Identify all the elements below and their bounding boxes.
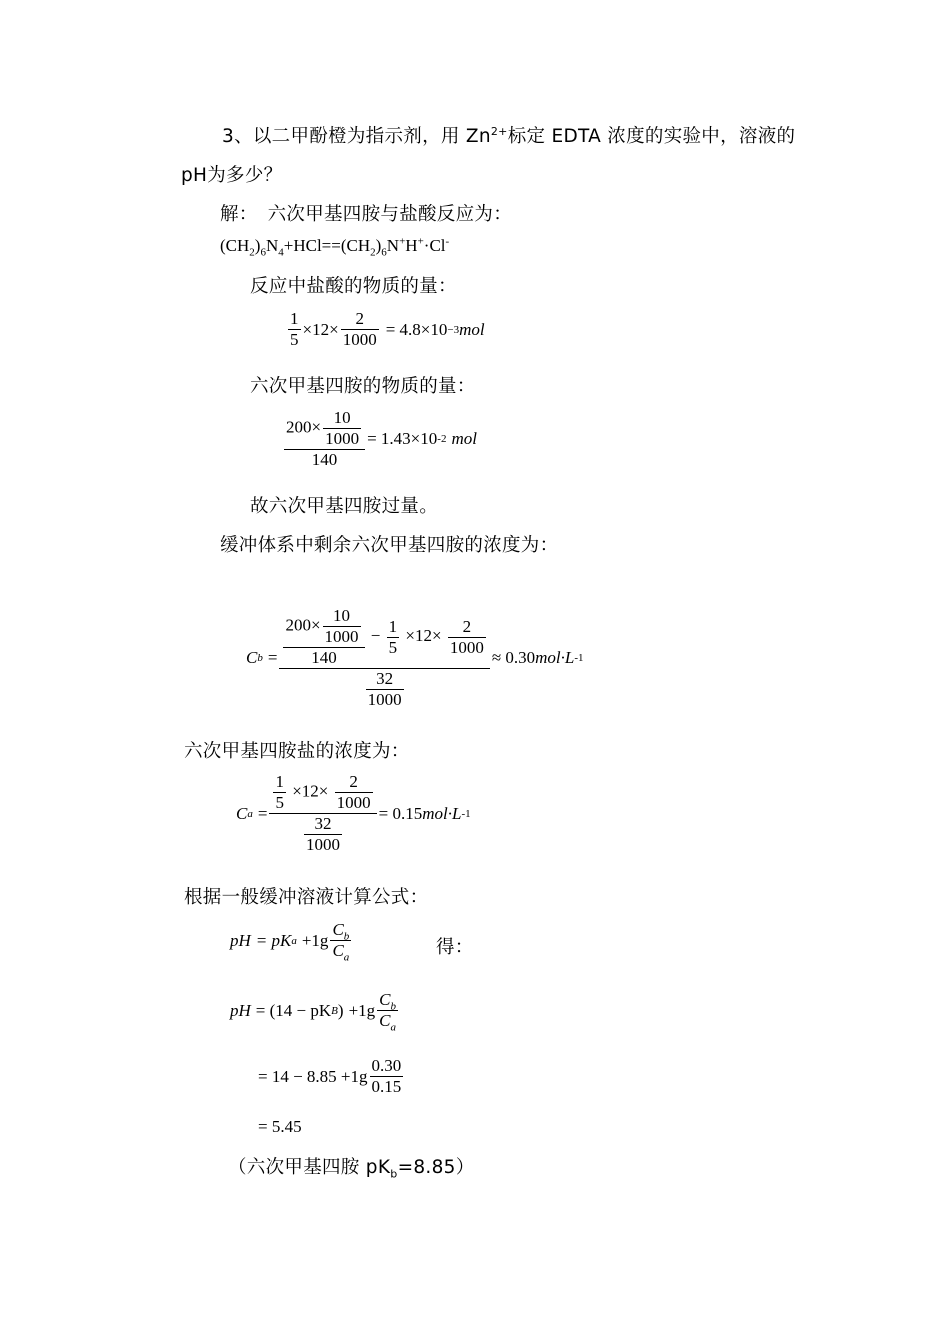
question-line-1: 3、以二甲酚橙为指示剂，用 $Zn^{2+}$标定 EDTA 浓度的实验中，溶液的 (222, 124, 796, 147)
hcl-amount-equation: $\frac{1}{5}$ × 12 × $\frac{2}{1000}$ = 4.8×10 −3 mol (290, 309, 485, 349)
ca-equation: C a = $\frac{1}{5}$ ×12× $\frac{2}{1000}$ $\frac{32}{1000}$ = 0.15 mol·L -1 (236, 772, 471, 854)
solution-label: 解： (220, 204, 258, 225)
hmta-amount-text: 六次甲基四胺的物质的量： (250, 376, 476, 397)
ph-calc-line-2: = 14 − 8.85 +1g $\frac{0.30}{0.15}$ (258, 1056, 402, 1096)
ph-formula: pH = pK a +1g $\frac{C_b}{C_a}$ (230, 920, 350, 964)
hmta-amount-equation: 200× $\frac{10}{1000}$ 140 = 1.43×10 -2 mol (286, 408, 477, 469)
fraction: $\frac{0.30}{0.15}$ (371, 1056, 402, 1096)
formula-text: 根据一般缓冲溶液计算公式： (184, 887, 429, 908)
ph-calc-line-1: pH = (14 − pK B ) +1g $\frac{C_b}{C_a}$ (230, 990, 396, 1034)
ph-calc-line-3: = 5.45 (258, 1117, 302, 1136)
fraction: $\frac{1}{5}$ (290, 309, 299, 349)
question-line-2: pH为多少？ (181, 165, 283, 186)
excess-text: 故六次甲基四胺过量。 (250, 496, 439, 517)
fraction: 200× $\frac{10}{1000}$ 140 (284, 408, 365, 470)
big-fraction: $\frac{1}{5}$ ×12× $\frac{2}{1000}$ $\frac{32}{1000}$ (269, 772, 376, 855)
pkb-note: （六次甲基四胺 $pK_b=8.85$） (228, 1157, 475, 1181)
cb-equation: C b = 200× $\frac{10}{1000}$ 140 − $\frac{1}{5}$ ×12× $\frac{2}{1000}$ $\frac{32}{1000}$ ≈ 0.30 mol·L -1 (246, 606, 584, 709)
solution-intro: 解： 六次甲基四胺与盐酸反应为： (220, 204, 513, 225)
fraction: $\frac{C_b}{C_a}$ (379, 990, 396, 1034)
reaction-equation: $(CH_2)_6N_4+HCl==(CH_2)_6N^+H^+\cdot Cl^-$ (220, 235, 450, 259)
big-fraction: 200× $\frac{10}{1000}$ 140 − $\frac{1}{5}$ ×12× $\frac{2}{1000}$ $\frac{32}{1000}$ (279, 606, 489, 710)
salt-text: 六次甲基四胺盐的浓度为： (184, 741, 410, 762)
de-text: 得： (436, 937, 474, 958)
buffer-text: 缓冲体系中剩余六次甲基四胺的浓度为： (220, 535, 559, 556)
fraction: $\frac{2}{1000}$ (342, 309, 377, 349)
fraction: $\frac{C_b}{C_a}$ (332, 920, 350, 964)
hcl-amount-text: 反应中盐酸的物质的量： (250, 276, 457, 297)
